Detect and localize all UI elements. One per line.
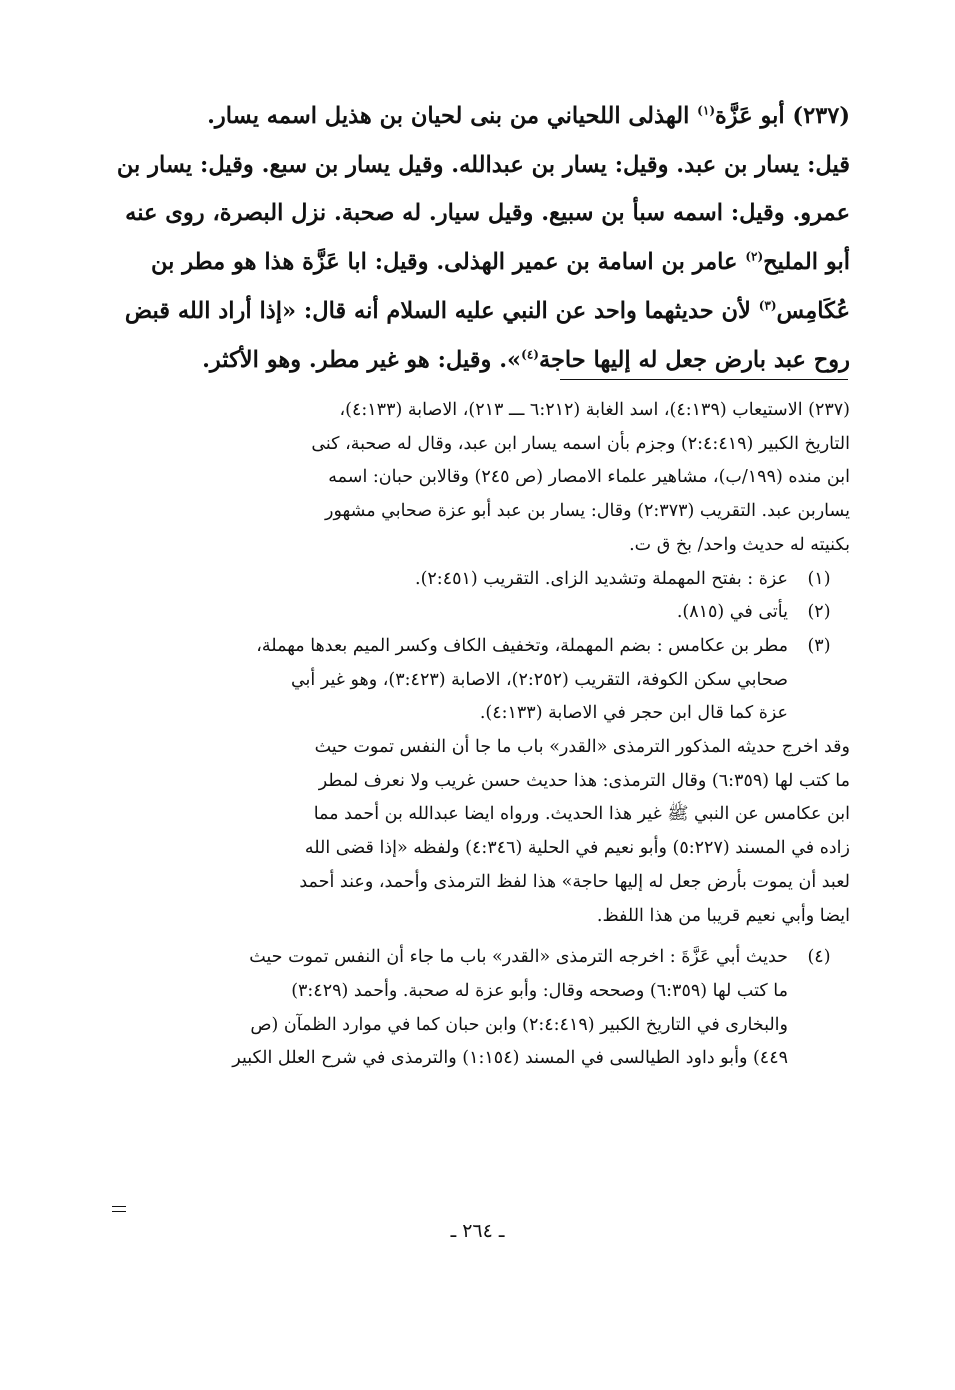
page-number: ـ ٢٦٤ ـ [450, 1220, 505, 1242]
note-line: ايضا وأبي نعيم قريبا من هذا اللفظ. [596, 905, 850, 926]
note-line: وقد اخرج حديثه المذكور الترمذى «القدر» باب ما جا أن النفس تموت حيث [314, 737, 850, 758]
entry-line: قيل: يسار بن عبد. وقيل: يسار بن عبدالله. وقيل يسار بن سبع. وقيل: يسار بن [116, 151, 850, 178]
note-line: ابن منده (١٩٩/ب)، مشاهير علماء الامصار (ص ٢٤٥) وقالابن حبان: اسمه [328, 467, 850, 488]
note-line: مطر بن عكامس : بضم المهملة، وتخفيف الكاف وكسر الميم بعدها مهملة، [256, 635, 788, 656]
note-line: ما كتب لها (٦:٣٥٩) وصححه وقال: وأبو عزة له صحبة. وأحمد (٣:٤٢٩) [291, 980, 788, 1001]
continuation-mark [112, 1206, 126, 1212]
note-line: عزة كما قال ابن حجر في الاصابة (٤:١٣٣). [479, 703, 788, 724]
note-line: ٤٤٩) وأبو داود الطيالسى في المسند (١:١٥٤) والترمذى في شرح العلل الكبير [232, 1048, 788, 1069]
footnote-separator [560, 379, 848, 380]
note-line: يأتى في (٨١٥). [676, 602, 788, 623]
note-line: (٢٣٧) الاستيعاب (٤:١٣٩)، اسد الغابة (٦:٢١٢ ـــ ٢١٣)، الاصابة (٤:١٣٣)، [339, 400, 850, 420]
note-line: صحابي سكن الكوفة، التقريب (٢:٢٥٢)، الاصابة (٣:٤٢٣)، وهو غير أبي [290, 669, 788, 690]
note-line: والبخارى في التاريخ الكبير (٢:٤:٤١٩) وابن حبان كما في موارد الظمآن (ص [250, 1014, 788, 1035]
note-line: يساربن عبد. التقريب (٢:٣٧٣) وقال: يسار بن عبد أبو عزة صحابي مشهور [325, 501, 850, 522]
footnote-number: (٣) [807, 635, 831, 656]
footnote-ref: (٤) [521, 347, 539, 362]
footnote-ref: (٣) [758, 298, 777, 313]
hadith-commentary [100, 731, 850, 933]
footnote-ref: (١) [697, 103, 715, 118]
source-note [100, 394, 850, 563]
footnote-1 [100, 563, 850, 597]
footnote-number: (١) [807, 568, 831, 589]
footnote-number: (٤) [807, 947, 831, 968]
note-line: عزة : بفتح المهملة وتشديد الزاى. التقريب (٢:٤٥١). [415, 568, 788, 589]
footnote-ref: (٢) [745, 249, 764, 264]
entry-line: عمرو. وقيل: اسمه سبأ بن سبيع. وقيل سيار. له صحبة. نزل البصرة، روى عنه [125, 200, 850, 227]
entry-line: روح عبد بارض جعل له إليها حاجة$^{(٤)}$». وقيل: هو غير مطر. وهو الأكثر. [202, 346, 850, 373]
note-line: بكنيته له حديث واحد/ بخ ق ت. [629, 534, 850, 555]
note-line: حديث أبي عَزَّةَ : اخرجه الترمذى «القدر» باب ما جاء أن النفس تموت حيث [249, 947, 788, 968]
biography-entry [100, 92, 850, 384]
footnotes-section [100, 394, 850, 1076]
note-line: ما كتب لها (٦:٣٥٩) وقال الترمذى: هذا حديث حسن غريب ولا نعرف لمطر [318, 770, 850, 791]
entry-line: أبو المليح$^{(٢)}$ عامر بن اسامة بن عمير الهذلى. وقيل: ابا عَزَّة هذا هو مطر بن [151, 249, 850, 276]
note-line: زاده في المسند (٥:٢٢٧) وأبو نعيم في الحلية (٤:٣٤٦) ولفظه «إذا قضى الله [304, 838, 850, 859]
note-line: ابن عكامس عن النبي ﷺ غير هذا الحديث. ورواه ايضا عبدالله بن أحمد مما [313, 804, 850, 825]
note-line: التاريخ الكبير (٢:٤:٤١٩) وجزم بأن اسمه يسار ابن عبد، وقال له صحبة، كنى [311, 433, 850, 454]
entry-line: عُكَامِس$^{(٣)}$ لأن حديثهما واحد عن النبي عليه السلام أنه قال: «إذا أراد الله قبض [124, 297, 850, 324]
footnote-2 [100, 596, 850, 630]
note-line: لعبد أن يموت بأرض جعل له إليها حاجة» هذا لفظ الترمذى وأحمد، وعند أحمد [299, 871, 850, 892]
entry-line: (٢٣٧) أبو عَزَّة$^{(١)}$ الهذلى اللحياني من بنى لحيان بن هذيل اسمه يسار. [207, 103, 850, 129]
footnote-4 [100, 941, 850, 1076]
footnote-3 [100, 630, 850, 731]
footnote-number: (٢) [807, 602, 831, 623]
